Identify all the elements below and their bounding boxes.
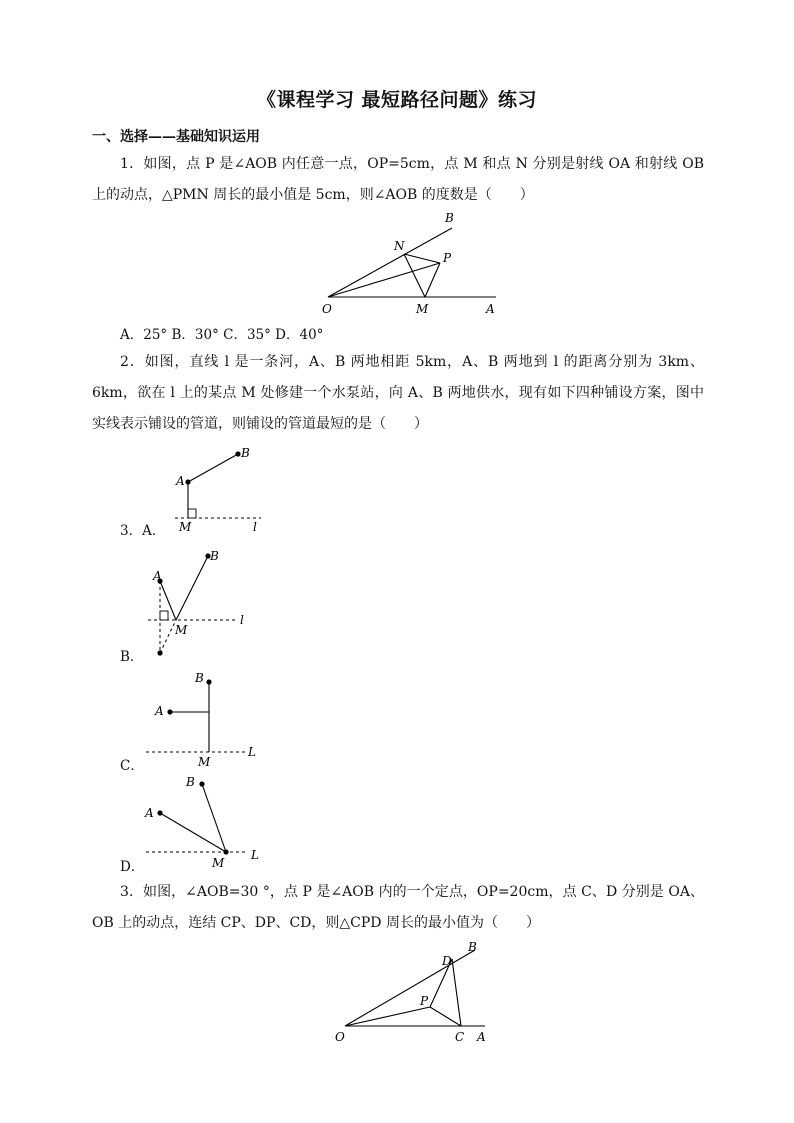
section-heading: 一、选择——基础知识运用 bbox=[92, 129, 260, 145]
label-b: B bbox=[468, 940, 477, 954]
label-a: A bbox=[486, 302, 495, 316]
question-3-text: 3．如图，∠AOB=30 °，点 P 是∠AOB 内的一个定点，OP=20cm，点 C、D 分别是 OA、OB 上的动点，连结 CP、DP、CD，则△CPD 周长的最小值为（ ） bbox=[92, 884, 704, 931]
label-m: M bbox=[416, 302, 429, 316]
option-d-label: D． bbox=[120, 859, 145, 875]
label-l: l bbox=[253, 520, 257, 534]
question-1-text: 1．如图，点 P 是∠AOB 内任意一点，OP=5cm，点 M 和点 N 分别是射线 OA 和射线 OB 上的动点，△PMN 周长的最小值是 5cm，则∠AOB 的度数是（ ） bbox=[92, 156, 704, 203]
label-p: P bbox=[443, 251, 452, 265]
question-1-figure bbox=[300, 205, 520, 320]
segment-np bbox=[404, 254, 440, 263]
point-a bbox=[185, 479, 190, 484]
label-a: A bbox=[155, 704, 164, 718]
ray-ob bbox=[328, 228, 452, 297]
segment-ab bbox=[188, 454, 238, 482]
label-m: M bbox=[212, 856, 225, 870]
label-n: N bbox=[394, 239, 405, 253]
question-1-options: A．25° B．30° C．35° D．40° bbox=[120, 327, 324, 343]
point-b bbox=[199, 781, 204, 786]
segment-op bbox=[328, 263, 440, 297]
right-angle-mark bbox=[188, 509, 196, 518]
point-m bbox=[223, 849, 228, 854]
option-c-label: C． bbox=[120, 758, 144, 774]
segment-bm bbox=[202, 784, 226, 852]
label-m: M bbox=[179, 520, 192, 534]
right-angle-mark bbox=[160, 611, 168, 620]
point-b bbox=[206, 679, 211, 684]
point-b bbox=[235, 451, 240, 456]
label-o: O bbox=[322, 302, 332, 316]
option-b-label: B． bbox=[120, 649, 144, 665]
segment-mp bbox=[425, 263, 440, 297]
option-b-figure bbox=[140, 548, 260, 663]
label-b: B bbox=[445, 211, 454, 225]
label-p: P bbox=[420, 994, 429, 1008]
label-a: A bbox=[153, 569, 162, 583]
label-a: A bbox=[176, 474, 185, 488]
label-d: D bbox=[442, 954, 452, 968]
point-a-reflected bbox=[157, 650, 162, 655]
label-a: A bbox=[477, 1030, 486, 1044]
option-a-figure bbox=[165, 445, 275, 537]
label-L: L bbox=[251, 848, 259, 862]
label-l: l bbox=[240, 613, 244, 627]
label-b: B bbox=[210, 549, 219, 563]
page-title: 《课程学习 最短路径问题》练习 bbox=[256, 89, 538, 111]
segment-am bbox=[160, 813, 226, 852]
point-a bbox=[167, 709, 172, 714]
label-m: M bbox=[198, 755, 211, 769]
label-b: B bbox=[186, 775, 195, 789]
label-b: B bbox=[241, 446, 250, 460]
question-3-figure bbox=[325, 935, 500, 1050]
label-c: C bbox=[455, 1030, 465, 1044]
reflection-dashed bbox=[160, 620, 176, 653]
label-o: O bbox=[335, 1030, 345, 1044]
segment-pc bbox=[430, 1007, 461, 1026]
segment-dc bbox=[452, 959, 461, 1026]
option-c-figure bbox=[140, 670, 265, 770]
label-a: A bbox=[145, 806, 154, 820]
segment-op bbox=[345, 1007, 430, 1026]
label-L: L bbox=[248, 745, 256, 759]
label-b: B bbox=[195, 671, 204, 685]
label-m: M bbox=[175, 623, 188, 637]
option-a-label: 3．A． bbox=[120, 523, 166, 539]
segment-nm bbox=[404, 254, 425, 297]
segment-mb bbox=[176, 556, 208, 620]
option-d-figure bbox=[140, 772, 265, 872]
question-2-text: 2．如图，直线 l 是一条河，A、B 两地相距 5km，A、B 两地到 l 的距离分别为 3km、6km，欲在 l 上的某点 M 处修建一个水泵站，向 A、B 两地供水，现有如下四种铺设方案，图中实线表示铺设的管道，则铺设的管道最短的是（ ） bbox=[92, 354, 704, 432]
point-a bbox=[157, 810, 162, 815]
